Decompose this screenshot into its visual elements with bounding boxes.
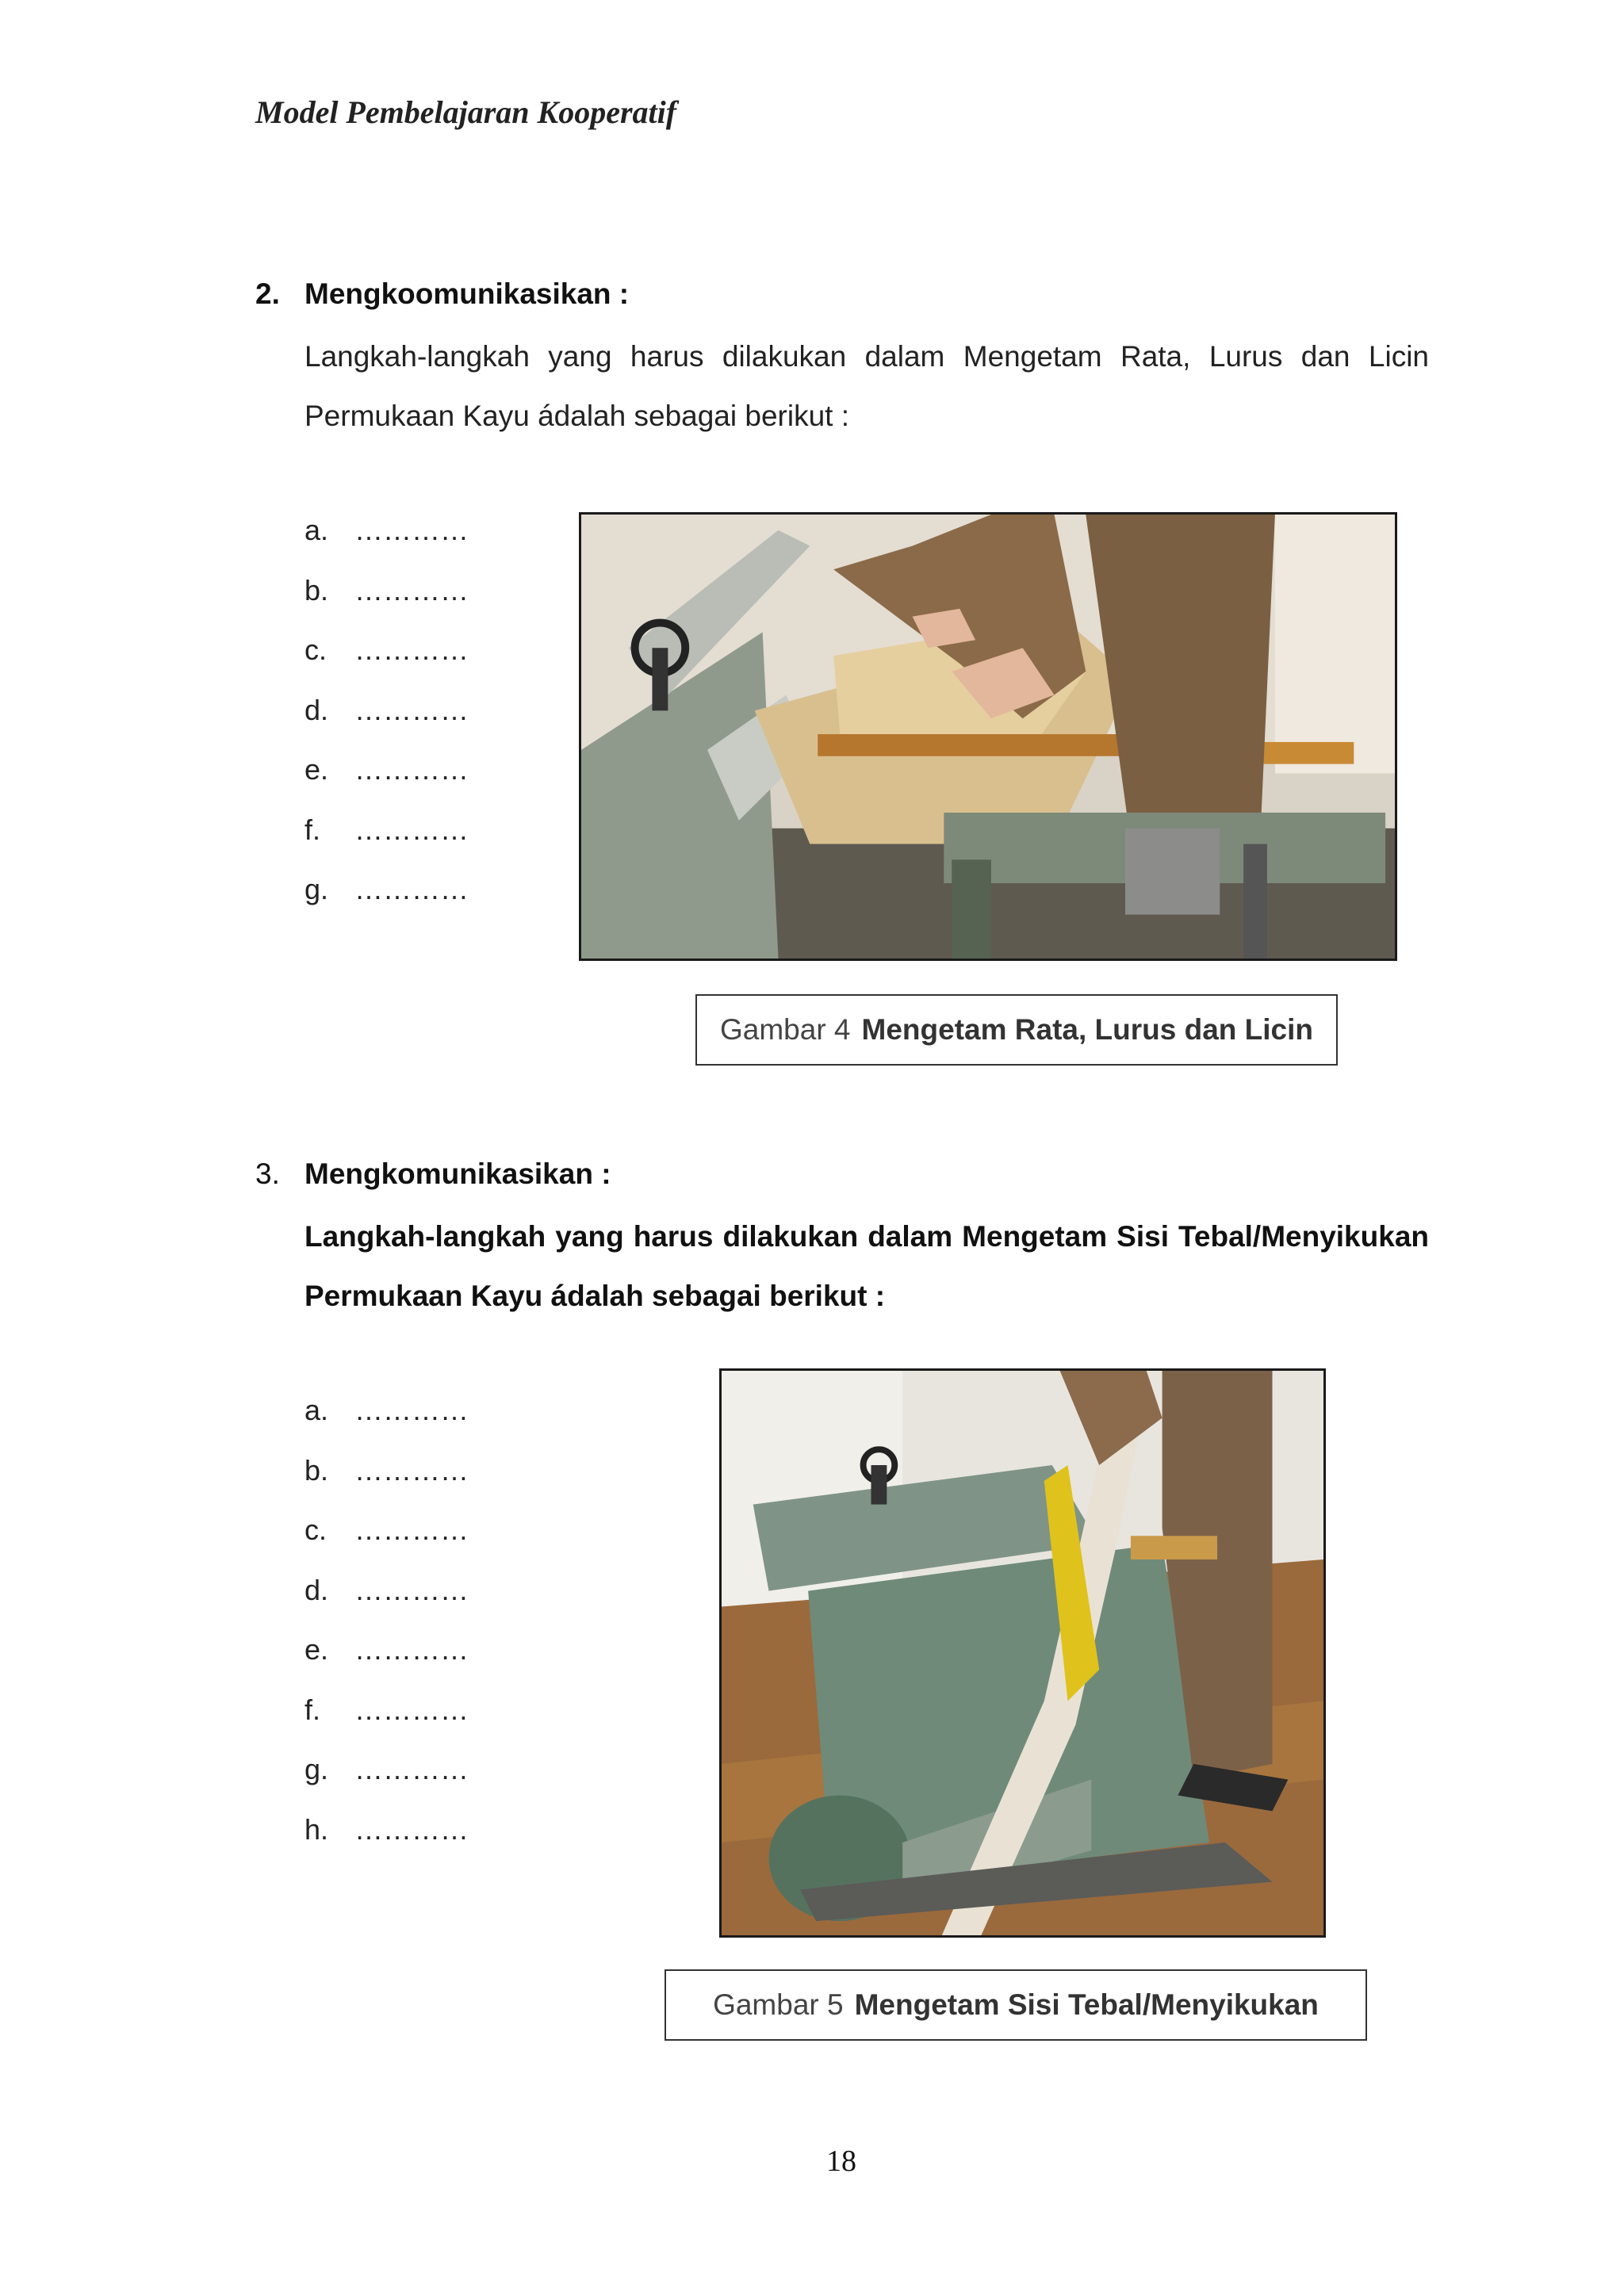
list-item-label: d.: [304, 1573, 329, 1606]
figure-4-caption-prefix: Gambar 4: [720, 1013, 851, 1046]
planer-edge-image: [722, 1371, 1323, 1935]
figure-5-caption-title: Mengetam Sisi Tebal/Menyikukan: [854, 1988, 1319, 2021]
list-item-label: e.: [304, 753, 329, 786]
list-item-label: f.: [304, 1693, 321, 1726]
list-item-label: a.: [304, 514, 329, 546]
list-item: [304, 574, 469, 634]
list-item-label: b.: [304, 573, 329, 607]
list-item: [304, 514, 469, 574]
figure-5-caption-prefix: Gambar 5: [713, 1988, 844, 2021]
list-item: [304, 1753, 469, 1813]
section-3-paragraph: [304, 1207, 1429, 1326]
list-item-label: c.: [304, 1513, 327, 1546]
planer-machine-image: [581, 515, 1395, 959]
list-item-label: c.: [304, 633, 327, 666]
list-item-text: …………: [354, 1753, 469, 1785]
list-item-text: …………: [354, 813, 469, 846]
list-item-label: a.: [304, 1394, 329, 1426]
list-item-label: f.: [304, 813, 321, 846]
list-item: [304, 1693, 469, 1754]
list-item-text: …………: [354, 693, 469, 726]
figure-4-photo: [579, 512, 1397, 961]
section-2-heading: Mengkoomunikasikan :: [304, 277, 630, 310]
section-3-paragraph-line-1: Langkah-langkah yang harus dilakukan dalam Mengetam Sisi Tebal/Menyikukan: [304, 1220, 1429, 1253]
figure-5-photo: [719, 1368, 1326, 1938]
list-item-text: …………: [354, 633, 469, 666]
section-2-paragraph-line-1: Langkah-langkah yang harus dilakukan dalam Mengetam Rata, Lurus dan Licin: [304, 340, 1429, 373]
list-item-label: b.: [304, 1453, 329, 1487]
list-item: [304, 1454, 469, 1514]
section-3-paragraph-line-2: Permukaan Kayu ádalah sebagai berikut :: [304, 1280, 886, 1312]
list-item-text: …………: [354, 573, 469, 607]
page-number: 18: [826, 2145, 856, 2178]
section-3-heading: Mengkomunikasikan :: [304, 1158, 611, 1190]
list-item: [304, 1394, 469, 1454]
figure-4-caption: [695, 994, 1338, 1066]
list-item: [304, 694, 469, 754]
list-item: [304, 633, 469, 694]
list-item: [304, 1813, 469, 1873]
figure-4-caption-title: Mengetam Rata, Lurus dan Licin: [861, 1013, 1313, 1046]
list-item-text: …………: [354, 1573, 469, 1606]
list-item: [304, 1574, 469, 1634]
figure-5-caption: [665, 1969, 1367, 2041]
list-item: [304, 1513, 469, 1574]
list-item: [304, 1633, 469, 1693]
section-2-paragraph: [304, 327, 1429, 446]
list-item-text: …………: [354, 873, 469, 905]
list-item-label: g.: [304, 873, 329, 905]
section-3-number: 3.: [255, 1158, 280, 1190]
list-item-text: …………: [354, 514, 469, 546]
list-item: [304, 753, 469, 813]
running-header: Model Pembelajaran Kooperatif: [255, 94, 677, 130]
list-item-text: …………: [354, 753, 469, 786]
list-item-text: …………: [354, 1453, 469, 1487]
list-item: [304, 813, 469, 874]
list-item-label: h.: [304, 1812, 329, 1846]
section-2-step-list: [304, 514, 469, 933]
list-item-text: …………: [354, 1513, 469, 1546]
list-item-text: …………: [354, 1693, 469, 1726]
list-item-text: …………: [354, 1633, 469, 1666]
list-item-label: e.: [304, 1633, 329, 1666]
list-item-text: …………: [354, 1812, 469, 1846]
section-3-step-list: [304, 1394, 469, 1873]
list-item-label: g.: [304, 1753, 329, 1785]
list-item: [304, 873, 469, 933]
list-item-label: d.: [304, 693, 329, 726]
section-2-paragraph-line-2: Permukaan Kayu ádalah sebagai berikut :: [304, 400, 849, 432]
list-item-text: …………: [354, 1394, 469, 1426]
section-2-number: 2.: [255, 277, 280, 310]
